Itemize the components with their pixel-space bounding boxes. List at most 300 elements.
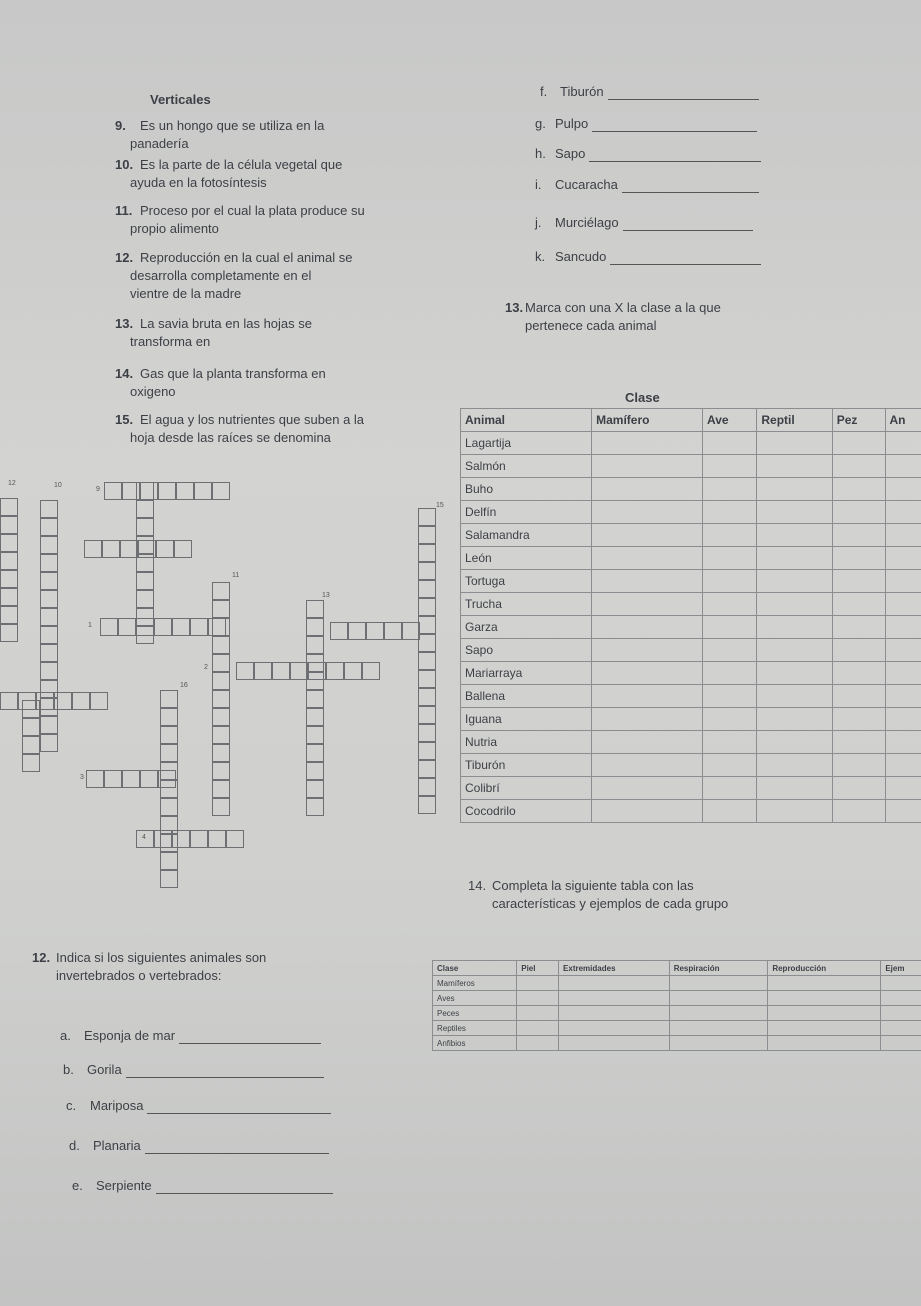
- table2-answer-cell[interactable]: [768, 976, 881, 991]
- table1-mark-cell[interactable]: [885, 455, 921, 478]
- animal-name: Esponja de mar: [84, 1028, 176, 1043]
- table1-mark-cell[interactable]: [885, 570, 921, 593]
- crossword-cell[interactable]: [0, 570, 18, 588]
- table1-mark-cell[interactable]: [885, 708, 921, 731]
- crossword-cell[interactable]: [158, 770, 176, 788]
- crossword-cell[interactable]: [136, 536, 154, 554]
- q14-line-1: Completa la siguiente tabla con las: [492, 878, 694, 893]
- list-item: [560, 84, 759, 100]
- crossword-cell[interactable]: [418, 634, 436, 652]
- crossword-cell[interactable]: [54, 692, 72, 710]
- table2-answer-cell[interactable]: [669, 1021, 768, 1036]
- crossword-cell[interactable]: [0, 624, 18, 642]
- table1-mark-cell[interactable]: [703, 616, 757, 639]
- q13-line-2: pertenece cada animal: [525, 318, 657, 333]
- table1-mark-cell[interactable]: [885, 800, 921, 823]
- table1-mark-cell[interactable]: [703, 662, 757, 685]
- q12-line-2: invertebrados o vertebrados:: [56, 968, 222, 983]
- crossword-cell[interactable]: [22, 718, 40, 736]
- table1-mark-cell[interactable]: [703, 685, 757, 708]
- clue-text: transforma en: [130, 334, 211, 349]
- table1-animal-cell: Delfín: [461, 501, 592, 524]
- table2-answer-cell[interactable]: [517, 991, 559, 1006]
- answer-blank[interactable]: [610, 252, 761, 265]
- crossword-cell[interactable]: [154, 830, 172, 848]
- table2-class-cell: Reptiles: [433, 1021, 517, 1036]
- answer-blank[interactable]: [145, 1141, 329, 1154]
- table2-answer-cell[interactable]: [669, 991, 768, 1006]
- answer-blank[interactable]: [147, 1101, 331, 1114]
- table1-mark-cell[interactable]: [703, 570, 757, 593]
- table1-mark-cell[interactable]: [592, 685, 703, 708]
- clue-number-label: 2: [204, 664, 208, 671]
- clue-number: 12.: [115, 250, 134, 265]
- table1-animal-cell: Garza: [461, 616, 592, 639]
- table1-mark-cell[interactable]: [885, 593, 921, 616]
- crossword-cell[interactable]: [0, 534, 18, 552]
- crossword-cell[interactable]: [344, 662, 362, 680]
- crossword-cell[interactable]: [362, 662, 380, 680]
- q13-number: 13.: [505, 300, 524, 315]
- crossword-cell[interactable]: [40, 662, 58, 680]
- table1-mark-cell[interactable]: [757, 570, 832, 593]
- q12-number: 12.: [32, 950, 51, 965]
- table1-mark-cell[interactable]: [885, 478, 921, 501]
- crossword-cell[interactable]: [90, 692, 108, 710]
- crossword-cell[interactable]: [86, 770, 104, 788]
- crossword-cell[interactable]: [122, 770, 140, 788]
- table2-answer-cell[interactable]: [669, 1006, 768, 1021]
- table1-mark-cell[interactable]: [592, 639, 703, 662]
- crossword-cell[interactable]: [190, 618, 208, 636]
- table1-mark-cell[interactable]: [757, 731, 832, 754]
- table1-mark-cell[interactable]: [592, 662, 703, 685]
- verticales-title: Verticales: [150, 92, 211, 107]
- table1-mark-cell[interactable]: [757, 455, 832, 478]
- crossword-cell[interactable]: [136, 554, 154, 572]
- clue-text: Gas que la planta transforma en: [140, 366, 326, 381]
- table1-mark-cell[interactable]: [832, 777, 885, 800]
- crossword-cell[interactable]: [40, 518, 58, 536]
- table1-mark-cell[interactable]: [703, 800, 757, 823]
- answer-blank[interactable]: [608, 87, 759, 100]
- crossword-cell[interactable]: [212, 690, 230, 708]
- crossword-cell[interactable]: [40, 536, 58, 554]
- clue-number: 10.: [115, 157, 134, 172]
- answer-blank[interactable]: [622, 180, 759, 193]
- crossword-cell[interactable]: [366, 622, 384, 640]
- table1-mark-cell[interactable]: [832, 501, 885, 524]
- crossword-cell[interactable]: [326, 662, 344, 680]
- answer-blank[interactable]: [589, 149, 761, 162]
- crossword-cell[interactable]: [84, 540, 102, 558]
- table1-mark-cell[interactable]: [757, 478, 832, 501]
- crossword-cell[interactable]: [160, 708, 178, 726]
- table1-mark-cell[interactable]: [592, 754, 703, 777]
- crossword-cell[interactable]: [212, 636, 230, 654]
- crossword-cell[interactable]: [40, 554, 58, 572]
- table1-mark-cell[interactable]: [832, 800, 885, 823]
- table1-mark-cell[interactable]: [757, 524, 832, 547]
- crossword-cell[interactable]: [418, 778, 436, 796]
- list-letter: a.: [60, 1028, 71, 1043]
- table1-mark-cell[interactable]: [757, 639, 832, 662]
- clue-number-label: 4: [142, 834, 146, 841]
- table1-mark-cell[interactable]: [832, 662, 885, 685]
- table1-mark-cell[interactable]: [832, 547, 885, 570]
- table1-mark-cell[interactable]: [592, 570, 703, 593]
- crossword-cell[interactable]: [104, 482, 122, 500]
- crossword-cell[interactable]: [226, 830, 244, 848]
- clue-text: panadería: [130, 136, 189, 151]
- clue-text: Es la parte de la célula vegetal que: [140, 157, 343, 172]
- crossword-cell[interactable]: [104, 770, 122, 788]
- crossword-cell[interactable]: [272, 662, 290, 680]
- crossword-cell[interactable]: [102, 540, 120, 558]
- table1-mark-cell[interactable]: [703, 593, 757, 616]
- table1-mark-cell[interactable]: [757, 662, 832, 685]
- table1-animal-cell: Buho: [461, 478, 592, 501]
- table1-header-3: Reptil: [757, 409, 832, 432]
- clue-number-label: 10: [54, 482, 62, 489]
- table2-answer-cell[interactable]: [559, 1036, 670, 1051]
- answer-blank[interactable]: [179, 1031, 321, 1044]
- crossword-cell[interactable]: [160, 870, 178, 888]
- table1-animal-cell: Tiburón: [461, 754, 592, 777]
- crossword-cell[interactable]: [306, 798, 324, 816]
- table1-mark-cell[interactable]: [703, 777, 757, 800]
- table1-mark-cell[interactable]: [703, 432, 757, 455]
- crossword-cell[interactable]: [136, 572, 154, 590]
- table2-answer-cell[interactable]: [768, 1021, 881, 1036]
- clue-number: 14.: [115, 366, 134, 381]
- crossword-cell[interactable]: [160, 852, 178, 870]
- crossword-cell[interactable]: [418, 598, 436, 616]
- crossword-cell[interactable]: [160, 726, 178, 744]
- table1-mark-cell[interactable]: [832, 478, 885, 501]
- table1-mark-cell[interactable]: [885, 731, 921, 754]
- table1-mark-cell[interactable]: [592, 524, 703, 547]
- table1-mark-cell[interactable]: [832, 708, 885, 731]
- table1-header-0: Animal: [461, 409, 592, 432]
- crossword-cell[interactable]: [418, 652, 436, 670]
- crossword-cell[interactable]: [160, 744, 178, 762]
- table1-mark-cell[interactable]: [703, 455, 757, 478]
- crossword-cell[interactable]: [306, 762, 324, 780]
- crossword-cell[interactable]: [306, 690, 324, 708]
- crossword-cell[interactable]: [212, 780, 230, 798]
- crossword-cell[interactable]: [384, 622, 402, 640]
- table1-mark-cell[interactable]: [832, 593, 885, 616]
- table2-answer-cell[interactable]: [559, 1021, 670, 1036]
- table1-mark-cell[interactable]: [885, 662, 921, 685]
- crossword-cell[interactable]: [136, 590, 154, 608]
- crossword-cell[interactable]: [22, 736, 40, 754]
- table1-mark-cell[interactable]: [592, 455, 703, 478]
- table1-animal-cell: Sapo: [461, 639, 592, 662]
- crossword-cell[interactable]: [172, 618, 190, 636]
- table2-answer-cell[interactable]: [517, 1036, 559, 1051]
- crossword-cell[interactable]: [22, 754, 40, 772]
- answer-blank[interactable]: [156, 1181, 333, 1194]
- clue-text: Es un hongo que se utiliza en la: [140, 118, 325, 133]
- table1-animal-cell: Colibrí: [461, 777, 592, 800]
- crossword-cell[interactable]: [208, 830, 226, 848]
- table2-answer-cell[interactable]: [559, 1006, 670, 1021]
- q14-line-2: características y ejemplos de cada grupo: [492, 896, 729, 911]
- table1-mark-cell[interactable]: [592, 593, 703, 616]
- crossword-cell[interactable]: [306, 636, 324, 654]
- crossword-cell[interactable]: [158, 482, 176, 500]
- table1-mark-cell[interactable]: [832, 616, 885, 639]
- crossword-cell[interactable]: [330, 622, 348, 640]
- table2-header-4: Reproducción: [768, 961, 881, 976]
- crossword-cell[interactable]: [190, 830, 208, 848]
- table1-mark-cell[interactable]: [832, 639, 885, 662]
- crossword-cell[interactable]: [0, 606, 18, 624]
- crossword-cell[interactable]: [418, 616, 436, 634]
- table1-mark-cell[interactable]: [592, 616, 703, 639]
- table1-mark-cell[interactable]: [592, 708, 703, 731]
- table2-answer-cell[interactable]: [768, 991, 881, 1006]
- crossword-cell[interactable]: [154, 618, 172, 636]
- table1-mark-cell[interactable]: [885, 524, 921, 547]
- crossword-cell[interactable]: [40, 608, 58, 626]
- table1-mark-cell[interactable]: [757, 777, 832, 800]
- crossword-cell[interactable]: [212, 482, 230, 500]
- table1-mark-cell[interactable]: [885, 432, 921, 455]
- crossword-cell[interactable]: [418, 562, 436, 580]
- crossword-cell[interactable]: [0, 692, 18, 710]
- crossword-cell[interactable]: [418, 760, 436, 778]
- table1-mark-cell[interactable]: [703, 708, 757, 731]
- crossword-cell[interactable]: [306, 726, 324, 744]
- list-letter: j.: [535, 215, 542, 230]
- table1-mark-cell[interactable]: [885, 501, 921, 524]
- crossword-cell[interactable]: [40, 626, 58, 644]
- crossword-cell[interactable]: [418, 706, 436, 724]
- clue-number: 9.: [115, 118, 126, 133]
- crossword-cell[interactable]: [0, 498, 18, 516]
- crossword-cell[interactable]: [306, 744, 324, 762]
- crossword-cell[interactable]: [0, 516, 18, 534]
- list-letter: d.: [69, 1138, 80, 1153]
- crossword-cell[interactable]: [418, 544, 436, 562]
- table1-mark-cell[interactable]: [757, 754, 832, 777]
- crossword-cell[interactable]: [212, 798, 230, 816]
- table1-mark-cell[interactable]: [703, 547, 757, 570]
- crossword-cell[interactable]: [212, 600, 230, 618]
- table1-mark-cell[interactable]: [757, 616, 832, 639]
- crossword-cell[interactable]: [136, 482, 154, 500]
- crossword-cell[interactable]: [306, 672, 324, 690]
- crossword-cell[interactable]: [306, 618, 324, 636]
- animal-name: Sancudo: [555, 249, 607, 264]
- table1-mark-cell[interactable]: [832, 524, 885, 547]
- crossword-cell[interactable]: [118, 618, 136, 636]
- list-letter: h.: [535, 146, 546, 161]
- list-item: [555, 249, 761, 265]
- crossword-cell[interactable]: [100, 618, 118, 636]
- crossword-cell[interactable]: [212, 744, 230, 762]
- crossword-cell[interactable]: [418, 526, 436, 544]
- table1-animal-cell: Cocodrilo: [461, 800, 592, 823]
- table1-mark-cell[interactable]: [757, 501, 832, 524]
- crossword-cell[interactable]: [40, 572, 58, 590]
- crossword-cell[interactable]: [306, 708, 324, 726]
- table1-mark-cell[interactable]: [592, 432, 703, 455]
- crossword-cell[interactable]: [212, 582, 230, 600]
- animal-name: Pulpo: [555, 116, 589, 131]
- clue-text: vientre de la madre: [130, 286, 242, 301]
- list-item: [555, 177, 759, 193]
- table1-mark-cell[interactable]: [757, 432, 832, 455]
- table1-mark-cell[interactable]: [703, 478, 757, 501]
- table2-answer-cell[interactable]: [768, 1036, 881, 1051]
- table2-answer-cell[interactable]: [881, 991, 921, 1006]
- crossword-cell[interactable]: [156, 540, 174, 558]
- table2-answer-cell[interactable]: [881, 1036, 921, 1051]
- table1-mark-cell[interactable]: [832, 570, 885, 593]
- table1-mark-cell[interactable]: [703, 639, 757, 662]
- animal-name: Mariposa: [90, 1098, 144, 1113]
- crossword-cell[interactable]: [172, 830, 190, 848]
- crossword-cell[interactable]: [212, 762, 230, 780]
- crossword-cell[interactable]: [176, 482, 194, 500]
- clue-text: propio alimento: [130, 221, 219, 236]
- crossword-cell[interactable]: [40, 644, 58, 662]
- clue-number-label: 11: [232, 572, 240, 579]
- crossword-cell[interactable]: [348, 622, 366, 640]
- crossword-cell[interactable]: [236, 662, 254, 680]
- table1-animal-cell: Salmón: [461, 455, 592, 478]
- clue-number-label: 16: [180, 682, 188, 689]
- crossword-cell[interactable]: [160, 690, 178, 708]
- table1-mark-cell[interactable]: [832, 455, 885, 478]
- table1-mark-cell[interactable]: [885, 754, 921, 777]
- table1-mark-cell[interactable]: [757, 593, 832, 616]
- table1-mark-cell[interactable]: [703, 524, 757, 547]
- list-letter: f.: [540, 84, 548, 99]
- crossword-cell[interactable]: [212, 708, 230, 726]
- table1-mark-cell[interactable]: [703, 754, 757, 777]
- table2-answer-cell[interactable]: [559, 991, 670, 1006]
- table1-mark-cell[interactable]: [885, 547, 921, 570]
- crossword-cell[interactable]: [418, 670, 436, 688]
- clue-text: desarrolla completamente en el: [130, 268, 312, 283]
- table2-header-2: Extremidades: [559, 961, 670, 976]
- crossword-cell[interactable]: [40, 716, 58, 734]
- crossword-cell[interactable]: [194, 482, 212, 500]
- table1-mark-cell[interactable]: [832, 432, 885, 455]
- crossword-cell[interactable]: [418, 724, 436, 742]
- table1-mark-cell[interactable]: [757, 547, 832, 570]
- table1-mark-cell[interactable]: [757, 708, 832, 731]
- crossword-cell[interactable]: [418, 742, 436, 760]
- crossword-cell[interactable]: [418, 688, 436, 706]
- table1-mark-cell[interactable]: [592, 478, 703, 501]
- clue-text: Reproducción en la cual el animal se: [140, 250, 353, 265]
- table1-mark-cell[interactable]: [832, 685, 885, 708]
- table2-answer-cell[interactable]: [517, 1021, 559, 1036]
- table1-mark-cell[interactable]: [703, 501, 757, 524]
- crossword-cell[interactable]: [306, 780, 324, 798]
- table1-animal-cell: León: [461, 547, 592, 570]
- crossword-cell[interactable]: [160, 798, 178, 816]
- crossword-cell[interactable]: [212, 726, 230, 744]
- table2-answer-cell[interactable]: [881, 1021, 921, 1036]
- table1-animal-cell: Nutria: [461, 731, 592, 754]
- crossword-cell[interactable]: [72, 692, 90, 710]
- crossword-cell[interactable]: [212, 654, 230, 672]
- crossword-cell[interactable]: [40, 590, 58, 608]
- crossword-cell[interactable]: [136, 500, 154, 518]
- clue-text: La savia bruta en las hojas se: [140, 316, 312, 331]
- crossword-cell[interactable]: [140, 770, 158, 788]
- crossword-cell[interactable]: [306, 600, 324, 618]
- crossword-cell[interactable]: [40, 734, 58, 752]
- crossword-cell[interactable]: [22, 700, 40, 718]
- table1-mark-cell[interactable]: [832, 754, 885, 777]
- crossword-cell[interactable]: [136, 518, 154, 536]
- crossword-cell[interactable]: [0, 588, 18, 606]
- clue-text: oxigeno: [130, 384, 176, 399]
- table2-answer-cell[interactable]: [669, 976, 768, 991]
- table1-mark-cell[interactable]: [757, 800, 832, 823]
- table2-answer-cell[interactable]: [881, 976, 921, 991]
- table1-mark-cell[interactable]: [592, 547, 703, 570]
- table1-mark-cell[interactable]: [592, 777, 703, 800]
- table2-answer-cell[interactable]: [881, 1006, 921, 1021]
- table1-mark-cell[interactable]: [703, 731, 757, 754]
- crossword-cell[interactable]: [212, 618, 230, 636]
- crossword-cell[interactable]: [306, 654, 324, 672]
- table2-answer-cell[interactable]: [517, 1006, 559, 1021]
- crossword-cell[interactable]: [40, 500, 58, 518]
- table1-animal-cell: Tortuga: [461, 570, 592, 593]
- table1-mark-cell[interactable]: [592, 800, 703, 823]
- table1-mark-cell[interactable]: [885, 639, 921, 662]
- clue-number: 15.: [115, 412, 134, 427]
- table2-answer-cell[interactable]: [517, 976, 559, 991]
- table1-mark-cell[interactable]: [885, 777, 921, 800]
- table1-mark-cell[interactable]: [592, 731, 703, 754]
- table1-mark-cell[interactable]: [757, 685, 832, 708]
- table1-mark-cell[interactable]: [592, 501, 703, 524]
- table2-answer-cell[interactable]: [669, 1036, 768, 1051]
- crossword-cell[interactable]: [212, 672, 230, 690]
- crossword-cell[interactable]: [254, 662, 272, 680]
- crossword-cell[interactable]: [0, 552, 18, 570]
- answer-blank[interactable]: [623, 218, 753, 231]
- table2-answer-cell[interactable]: [559, 976, 670, 991]
- crossword-cell[interactable]: [174, 540, 192, 558]
- answer-blank[interactable]: [126, 1065, 324, 1078]
- table1-mark-cell[interactable]: [885, 616, 921, 639]
- list-item: [87, 1062, 324, 1078]
- crossword-cell[interactable]: [418, 508, 436, 526]
- clue-number: 13.: [115, 316, 134, 331]
- crossword-cell[interactable]: [418, 580, 436, 598]
- animal-name: Cucaracha: [555, 177, 618, 192]
- table1-mark-cell[interactable]: [832, 731, 885, 754]
- crossword-cell[interactable]: [418, 796, 436, 814]
- table1-mark-cell[interactable]: [885, 685, 921, 708]
- table2-answer-cell[interactable]: [768, 1006, 881, 1021]
- crossword-cell[interactable]: [136, 618, 154, 636]
- list-item: [555, 215, 753, 231]
- answer-blank[interactable]: [592, 119, 757, 132]
